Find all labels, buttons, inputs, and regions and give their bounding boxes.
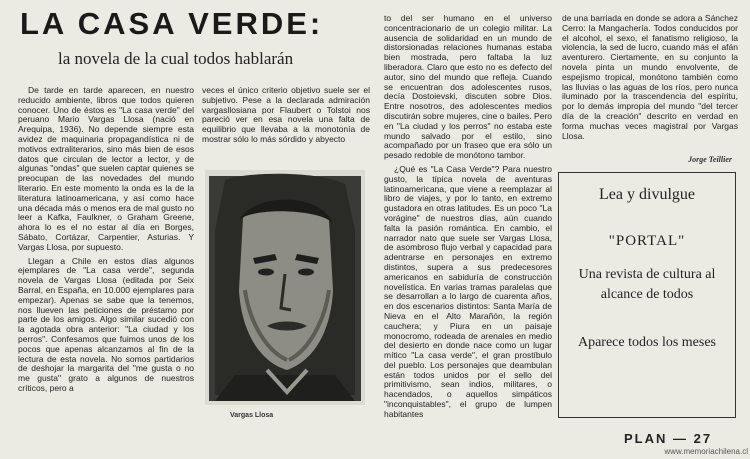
author-photo — [205, 170, 365, 405]
paragraph: de una barriada en donde se adora a Sánchez Cerro: la Mangachería. Todos conducidos por el alcohol, el sexo, el fanatismo religioso, la violencia, la sed de lucro, cuando más el afán aventurero. Ciertamente, en su conjunto la novela pinta un mundo envolvente, de espejismo tropical, monótono también como las lluvias o las aguas de los ríos, pero nunca iluminado por la trascendencia del espíritu, por lo demás impropia del mundo "del tercer día de la creación" descrito en verdad en forma muchas veces magistral por Vargas Llosa. — [562, 14, 738, 141]
ad-line-4: Aparece todos los meses — [577, 335, 717, 350]
article-title: LA CASA VERDE: — [20, 6, 324, 41]
paragraph: De tarde en tarde aparecen, en nuestro reducido ambiente, libros que todos quieren conocer. Uno de éstos es "La casa verde" del peruano Mario Vargas Llosa (nació en Arequipa, 1936). No depende siempre esta avidez de maquinaria propagandística ni de motivos extraliterarios, sino más bien de esos datos que circulan de lector a lector, y de algunas "ondas" que suelen captar quienes se preocupan de las novedades del mundo literario. En este momento la onda es la de la literatura latinoamericana, y así como hace una década más o menos era de mal gusto no leer a Kafka, Faulkner, o Graham Greene, ahora lo es el no estar al día en Borges, Sábato, Cortázar, Carpentier, Asturias. Y Vargas Llosa, por supuesto. — [18, 86, 194, 252]
ad-line-3: Una revista de cultura al alcance de todos — [578, 267, 716, 302]
portrait-drawing — [205, 170, 365, 405]
paragraph: ¿Qué es "La Casa Verde"? Para nuestro gusto, la típica novela de aventuras latinoamericana, que viene a reemplazar al libro de viajes, y por lo tanto, en extremo gustadora en otras latitudes. Es un poco "La vorágine" de nuestros días, aún cuando falta la pasión romántica. En cambio, el narrador nato que suele ser Vargas Llosa, de asombroso flujo verbal y capacidad para adentrarse en personajes en extremo distintos, supera a sus predecesores americanos en sabiduría de construcción novelística. En varias tramas paralelas que se desarrollan a lo largo de cuarenta años, en dos escenarios distintos: Santa María de Nieva en el Alto Marañón, la región cauchera; y Piura en un paisaje monocromo, rodeada de arenales en medio del desierto en donde nace como un lugar mítico "La casa verde", el gran prostíbulo del pueblo. Los personajes que deambulan están todos unidos por el sello del primitivismo, sean indios, militares, o hacendados, o aquellos simpáticos "inconquistables", el grupo de lumpen habitantes — [384, 163, 552, 419]
page-number: PLAN — 27 — [624, 431, 713, 446]
ad-line-2: "PORTAL" — [608, 233, 686, 249]
paragraph: to del ser humano en el universo concentracionario de un colegio militar. La ausencia de solidaridad en un mundo de distorsionadas relaciones humanas estaba bien mostrada, pero faltaba la luz liberadora. Claro que esto no es defecto del autor, sino del mundo que refleja. Cuando se encuentran dos adolescentes rusos, decía Dostoievski, discuten sobre Dios. Entre nosotros, des adolescentes medios discutirán sobre mujeres, cine o bailes. Pero en "La ciudad y los perros" no estaba este mundo salvado por el estilo, sino acompañado por un fraseo que era sólo un pesado redoble de monótono tambor. — [384, 14, 552, 161]
column-1 — [18, 86, 194, 424]
paragraph: Llegan a Chile en estos días algunos ejemplares de "La casa verde", segunda novela de Vargas Llosa (editada por Seix Barral, en España, en 10.000 ejemplares para empezar). Apenas se sabe que la tenemos, nos llueven las peticiones de préstamo por parte de los amigos. Algo similar sucedió con la agotada obra anterior: "La ciudad y los perros". Confesamos que fuimos unos de los pocos que apenas alcanzamos al fin de la lectura de esta novela. No somos partidarios de deshojar la margarita del "me gusta o no me gusta" grato a algunos de nuestros críticos, pero a — [18, 255, 194, 393]
column-2 — [202, 86, 370, 156]
author-signature: Jorge Teillier — [688, 155, 732, 164]
portal-advertisement — [558, 172, 736, 418]
ad-line-1: Lea y divulgue — [599, 186, 695, 203]
photo-caption: Vargas Llosa — [230, 412, 274, 419]
column-4 — [562, 14, 738, 154]
article-subtitle: la novela de la cual todos hablarán — [58, 49, 294, 68]
source-watermark: www.memoriachilena.cl — [664, 447, 748, 456]
column-3 — [384, 14, 552, 434]
paragraph: veces el único criterio objetivo suele ser el subjetivo. Pese a la declarada admiración vargasllosiana por Flaubert o Tolstoi nos pareció ver en esa novela una falta de equilibrio que llevaba a la monotonía de mostrar sólo lo más sórdido y abyecto — [202, 86, 370, 144]
